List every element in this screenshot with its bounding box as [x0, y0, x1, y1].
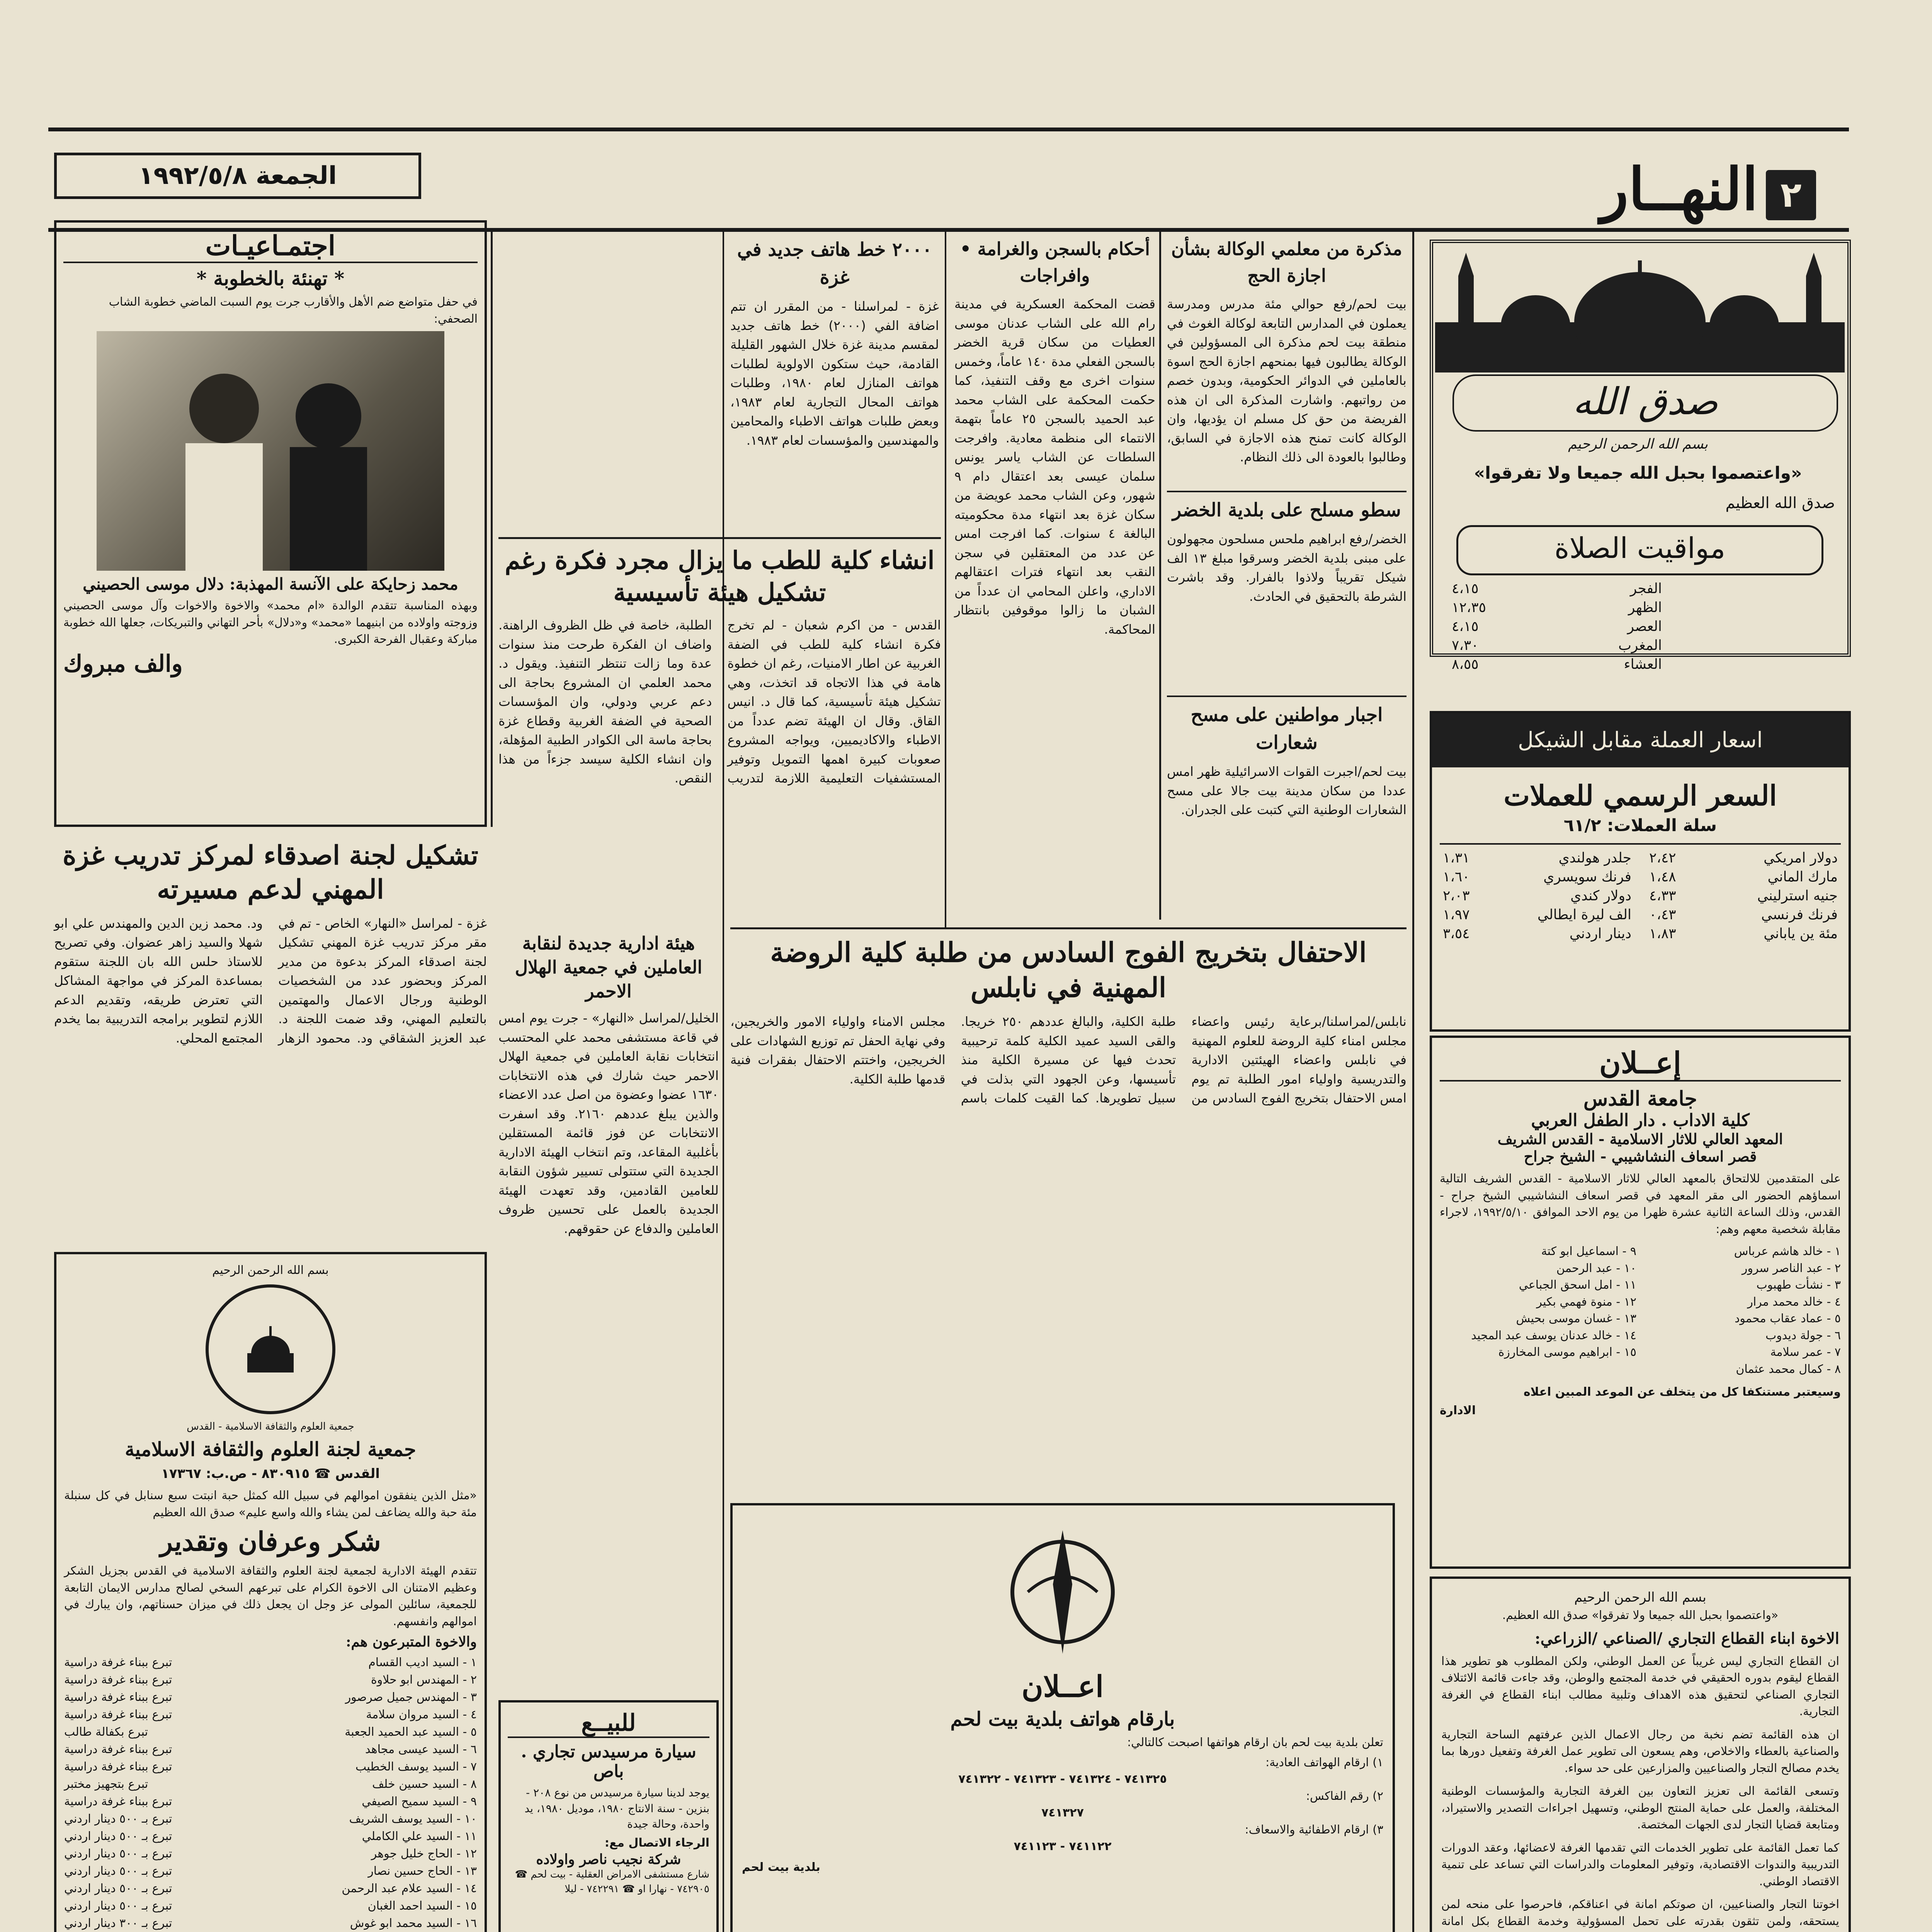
prayer-name: العشاء: [1624, 656, 1662, 672]
article-title: انشاء كلية للطب ما يزال مجرد فكرة رغم تشكيل هيئة تأسيسية: [505, 546, 935, 607]
list-item: ١٥ - ابراهيم موسى المخارزة: [1498, 1345, 1636, 1359]
currency-row: مارك الماني ١،٤٨: [1649, 869, 1838, 885]
prayer-times-title: مواقيت الصلاة: [1456, 525, 1823, 575]
bethlehem-ad-numbers: ٧٤١٣٢٧: [1041, 1806, 1084, 1820]
currency-basket: سلة العملات: ٦١/٢: [1440, 816, 1841, 845]
car-ad-title: للبيــع: [508, 1709, 709, 1738]
currency-table-right: [1646, 849, 1841, 943]
quds-ad-faculties: كلية الاداب . دار الطفل العربي: [1531, 1111, 1750, 1130]
couple-photo-icon: [97, 331, 444, 571]
list-item: ٩ - اسماعيل ابو كتة: [1541, 1245, 1636, 1258]
dome-icon: [240, 1322, 301, 1376]
quds-ad-title: إعــلان: [1440, 1046, 1841, 1082]
currency-row: الف ليرة ايطالي ١،٩٧: [1443, 907, 1631, 923]
list-item: ٦ - السيد عيسى مجاهد تبرع ببناء غرفة دراسية: [64, 1743, 477, 1757]
association-verse: «مثل الذين ينفقون اموالهم في سبيل الله كمثل حبة انبتت سبع سنابل في كل سنبلة مئة حبة والله يضاعف لمن يشاء والله واسع عليم» صدق الله العظيم: [64, 1489, 477, 1519]
trade-ad-paragraph: كما تعمل القائمة على تطوير الخدمات التي تقدمها الغرفة لاعضائها، وعقد الدورات التدريبية والندوات الاقتصادية، وتوفير المعلومات والدراسات التي تساعد على تنمية الاقتصاد الوطني.: [1441, 1841, 1839, 1888]
currency-row: جنيه استرليني ٤،٣٣: [1649, 888, 1838, 904]
article-phones: [730, 236, 939, 537]
prayer-time: ٤،١٥: [1452, 619, 1479, 634]
car-ad: [498, 1700, 719, 1932]
list-item: ١٥ - السيد احمد الغبان تبرع بـ ٥٠٠ دينار اردني: [64, 1899, 477, 1913]
prayer-row: [1449, 579, 1665, 598]
article-body: الخليل/لمراسل «النهار» - جرت يوم امس في قاعة مستشفى محمد علي المحتسب انتخابات نقابة العاملين في جمعية الهلال الاحمر حيث شارك في هذه الانتخابات ١٦٣٠ عضوا وعضوة من اصل عدد الاعضاء والذين يبلغ عددهم ٢١٦٠. وقد اسفرت الانتخابات عن فوز قائمة المستقلين بأغلبية المقاعد، وتم انتخاب الهيئة الادارية الجديدة التي ستتولى تسيير شؤون النقابة للعامين القادمين، وقد تعهدت الهيئة الجديدة بالعمل على تحسين ظروف العاملين والدفاع عن حقوقهم.: [498, 1010, 719, 1236]
car-ad-contact-name: شركة نجيب ناصر واولاده: [536, 1851, 681, 1868]
list-item: ١ - خالد هاشم عرباس: [1734, 1245, 1841, 1258]
currency-row: دينار اردني ٣،٥٤: [1443, 926, 1631, 942]
prayer-time: ١٢،٣٥: [1452, 600, 1486, 616]
social-body: وبهذه المناسبة تتقدم الوالدة «ام محمد» والاخوة والاخوات وآل موسى الحصيني وزوجته واولاده من ابنيهما «محمد» و«دلال» بأحر التهاني والتبريكات، جعلها الله خطوبة مباركة وعقبال الفرحة الكبرى.: [63, 599, 478, 646]
currency-subtitle: السعر الرسمي للعملات: [1503, 779, 1777, 812]
prayer-time: ٤،١٥: [1452, 581, 1479, 597]
quran-calligraphy: صدق الله: [1452, 374, 1838, 432]
bethlehem-ad-line: ١) ارقام الهواتف العادية:: [1265, 1755, 1383, 1769]
association-address: القدس ☎ ٨٣٠٩١٥ - ص.ب: ١٧٣٦٧: [161, 1466, 380, 1482]
article-body: بيت لحم/اجبرت القوات الاسرائيلية ظهر امس عددا من سكان مدينة بيت جالا على مسح الشعارات الوطنية التي كتبت على الجدران.: [1167, 764, 1406, 817]
quds-ad-note: وسيعتبر مستنكفا كل من يتخلف عن الموعد المبين اعلاه: [1523, 1385, 1841, 1399]
list-item: ٣ - المهندس جميل صرصور تبرع ببناء غرفة دراسية: [64, 1690, 477, 1704]
article-title: مذكرة من معلمي الوكالة بشأن اجازة الحج: [1171, 238, 1402, 286]
date-box: الجمعة ١٩٩٢/٥/٨: [54, 153, 421, 199]
currency-box: [1430, 711, 1851, 1032]
car-ad-contact-label: الرجاء الاتصال مع:: [604, 1836, 709, 1850]
article-body: نابلس/لمراسلنا/برعاية رئيس واعضاء مجلس امناء كلية الروضة للعلوم المهنية في نابلس واعضاء الهيئتين الادارية والتدريسية واولياء امور الطلبة تم يوم امس الاحتفال بتخريج الفوج السادس من طلبة الكلية، والبالغ عددهم ٢٥٠ خريجا. والقى السيد عميد الكلية كلمة ترحيبية تحدث فيها عن مسيرة الكلية منذ تأسيسها، وعن الجهود التي بذلت في سبيل تطويرها. كما القيت كلمات باسم مجلس الامناء واولياء الامور والخريجين، وفي نهاية الحفل تم توزيع الشهادات على الخريجين، واختتم الاحتفال بفقرات فنية قدمها طلبة الكلية.: [730, 1014, 1406, 1105]
quds-ad-institute: المعهد العالي للاثار الاسلامية - القدس الشريف: [1497, 1130, 1783, 1148]
list-item: ١ - السيد اديب القسام تبرع ببناء غرفة دراسية: [64, 1656, 477, 1670]
quds-ad-body: على المتقدمين للالتحاق بالمعهد العالي للاثار الاسلامية - القدس الشريف التالية اسماؤهم الحضور الى مقر المعهد في قصر اسعاف النشاشيبي الشيخ جراح - القدس، وذلك الساعة الثانية عشرة ظهرا من يوم الاحد الموافق ١٩٩٢/٥/١٠، لاجراء مقابلة شخصية معهم وهم:: [1440, 1172, 1841, 1236]
association-logo: [206, 1284, 335, 1414]
article-title: هيئة ادارية جديدة لنقابة العاملين في جمعية الهلال الاحمر: [515, 933, 702, 1002]
quds-ad-university: جامعة القدس: [1583, 1087, 1697, 1111]
bethlehem-ad-numbers: ٧٤١٣٢٥ - ٧٤١٣٢٤ - ٧٤١٣٢٣ - ٧٤١٣٢٢: [958, 1772, 1167, 1786]
car-ad-item: سيارة مرسيدس تجاري . باص: [521, 1742, 696, 1781]
currency-row: فرنك فرنسي ٠،٤٣: [1649, 907, 1838, 923]
article-union: [498, 931, 719, 1685]
trade-ad-paragraph: اخوتنا التجار والصناعيين، ان صوتكم امانة في اعناقكم، فاحرصوا على منحه لمن يستحقه، ولمن تثقون بقدرته على تحمل المسؤولية وخدمة القطاع بكل امانة: [1441, 1898, 1839, 1928]
list-item: ١٦ - السيد محمد ابو غوش تبرع بـ ٣٠٠ دينار اردني: [64, 1917, 477, 1930]
trade-ad-paragraph: وتسعى القائمة الى تعزيز التعاون بين الغرفة التجارية والمؤسسات الوطنية المختلفة، والعمل على حماية المنتج الوطني، وتسهيل اجراءات التصدير والاستيراد، ومتابعة قضايا التجار لدى الجهات المختصة.: [1441, 1784, 1839, 1832]
list-item: ١٣ - غسان موسى بحيش: [1516, 1312, 1636, 1325]
currency-row: مئة ين ياباني ١،٨٣: [1649, 926, 1838, 942]
article-body: غزة - لمراسل «النهار» الخاص - تم في مقر مركز تدريب غزة المهني تشكيل لجنة اصدقاء المركز بدعوة من مدير المركز وبحضور عدد من الشخصيات الوطنية ورجال الاعمال والمهتمين بالتعليم المهني، وقد ضمت اللجنة د. عبد العزيز الشقاقي ود. محمود الزهار ود. محمد زين الدين والمهندس علي ابو شهلا والسيد زاهر عضوان. وفي تصريح للاستاذ حلس الله بان اللجنة ستقوم بمساعدة المركز في مواجهة المشاكل التي تعترض طريقه، وتقديم الدعم اللازم لتطوير برامجه التدريبية بما يخدم المجتمع المحلي.: [54, 915, 487, 1046]
social-title: اجتمـاعيـات: [63, 230, 478, 263]
currency-row: جلدر هولندي ١،٣١: [1443, 850, 1631, 866]
municipality-emblem-icon: [1005, 1515, 1121, 1669]
article-slogans: [1167, 696, 1406, 920]
prayer-row: [1449, 598, 1665, 617]
article-medical: [498, 537, 941, 923]
article-title: الاحتفال بتخريج الفوج السادس من طلبة كلية الروضة المهنية في نابلس: [770, 936, 1367, 1003]
article-title: ٢٠٠٠ خط هاتف جديد في غزة: [737, 239, 932, 288]
social-subtitle: * تهنئة بالخطوبة *: [196, 267, 345, 290]
currency-row: دولار امريكي ٢،٤٢: [1649, 850, 1838, 866]
currency-row: دولار كندي ٢،٠٣: [1443, 888, 1631, 904]
list-item: ٤ - خالد محمد مرار: [1747, 1295, 1841, 1309]
quds-names-left: [1440, 1243, 1636, 1378]
trade-ad: [1430, 1577, 1851, 1932]
engagement-photo: [97, 331, 444, 571]
prayer-name: العصر: [1627, 619, 1662, 634]
list-item: ١١ - السيد علي الكاملي تبرع بـ ٥٠٠ دينار اردني: [64, 1830, 477, 1844]
list-item: ٧ - السيد يوسف الخطيب تبرع ببناء غرفة دراسية: [64, 1760, 477, 1774]
list-item: ١٤ - خالد عدنان يوسف عبد المجيد: [1471, 1328, 1636, 1342]
trade-ad-basmala: بسم الله الرحمن الرحيم: [1574, 1590, 1706, 1605]
list-item: ١٠ - السيد يوسف الشريف تبرع بـ ٥٠٠ دينار اردني: [64, 1812, 477, 1826]
prayer-row: [1449, 617, 1665, 636]
trade-ad-verse: «واعتصموا بحبل الله جميعا ولا تفرقوا» صدق الله العظيم.: [1502, 1609, 1779, 1622]
currency-row: فرنك سويسري ١،٦٠: [1443, 869, 1631, 885]
list-item: ٦ - جولة ديدوب: [1765, 1328, 1841, 1342]
article-teachers: [1167, 236, 1406, 487]
bethlehem-ad-line: ٣) ارقام الاطفائية والاسعاف:: [1245, 1823, 1383, 1837]
car-ad-body: يوجد لدينا سيارة مرسيدس من نوع ٢٠٨ - بنزين - سنة الانتاج ١٩٨٠، موديل ١٩٨٠، يد واحدة، وحالة جيدة: [524, 1786, 709, 1831]
bethlehem-ad-numbers: ٧٤١١٢٢ - ٧٤١١٢٣: [1014, 1840, 1112, 1853]
currency-table-left: [1440, 849, 1634, 943]
list-item: ١١ - امل اسحق الجباعي: [1519, 1278, 1636, 1292]
quran-basmala: بسم الله الرحمن الرحيم: [1568, 436, 1708, 452]
trade-ad-paragraph: ان هذه القائمة تضم نخبة من رجال الاعمال الذين عرفتهم الساحة التجارية والصناعية بالعطاء والاخلاص، وهم يسعون الى تطوير عمل الغرفة وتفعيل دورها بما يخدم مصالح التجار والصناعيين والمزارعين على حد سواء.: [1441, 1728, 1839, 1775]
list-item: ١٤ - السيد علام عبد الرحمن تبرع بـ ٥٠٠ دينار اردني: [64, 1882, 477, 1896]
quran-attribution: صدق الله العظيم: [1725, 494, 1835, 512]
article-body: القدس - من اكرم شعبان - لم تخرج فكرة انشاء كلية للطب في الضفة الغربية عن اطار الامنيات، رغم ان خطوة هامة في هذا الاتجاه قد اتخذت، وهي تشكيل هيئة تأسيسية، كما قال د. انيس القاق. وقال ان الهيئة تضم عدداً من الاطباء والاكاديميين، ويواجه المشروع صعوبات كبيرة اهمها التمويل وتوفير المستشفيات التعليمية اللازمة لتدريب الطلبة، خاصة في ظل الظروف الراهنة. واضاف ان الفكرة طرحت منذ سنوات عدة وما زالت تنتظر التنفيذ. ويقول د. محمد العلمي ان المشروع بحاجة الى دعم عربي ودولي، وان المؤسسات الصحية في الضفة الغربية وقطاع غزة بحاجة ماسة الى الكوادر الطبية المؤهلة، وان انشاء الكلية سيسد جزءاً من هذا النقص.: [498, 617, 941, 786]
quds-names-right: [1644, 1243, 1841, 1378]
prayer-name: المغرب: [1618, 638, 1662, 653]
list-item: ٢ - عبد الناصر سرور: [1742, 1261, 1841, 1275]
trade-ad-paragraph: ان القطاع التجاري ليس غريباً عن العمل الوطني، ولكن المطلوب هو تطوير هذا القطاع ليقوم بدوره الحقيقي في خدمة المجتمع والوطن، وقد جاءت قائمة الائتلاف التجاري الصناعي لتحقيق هذه الاهداف وتلبية مطالب ابناء القطاع في الغرفة التجارية.: [1441, 1654, 1839, 1719]
list-item: ٨ - السيد حسين خلف تبرع بتجهيز مختبر: [64, 1777, 477, 1791]
article-body: بيت لحم/رفع حوالي مئة مدرس ومدرسة يعملون في المدارس التابعة لوكالة الغوث في منطقة بيت لحم مذكرة الى المسؤولين في الوكالة يطالبون فيها بمنحهم اجازة الحج اسوة بالعاملين في الدوائر الحكومية، وبدون خصم من رواتبهم. واشارت المذكرة الى ان هذه الفريضة من حق كل مسلم ان يؤديها، وان الوكالة كانت تمنح هذه الاجازة في السابق، وطالبوا بالعودة الى ذلك النظام.: [1167, 296, 1406, 464]
list-item: ٣ - نشأت طهبوب: [1756, 1278, 1841, 1292]
list-item: ٥ - السيد عبد الحميد الجعبة تبرع بكفالة طالب: [64, 1725, 477, 1739]
article-gaza: [54, 838, 487, 1248]
quds-ad-signature: الادارة: [1440, 1403, 1476, 1417]
association-box: [54, 1252, 487, 1932]
prayer-times-table: [1449, 579, 1665, 674]
article-title: تشكيل لجنة اصدقاء لمركز تدريب غزة المهني لدعم مسيرته: [63, 840, 478, 905]
article-body: غزة - لمراسلنا - من المقرر ان تتم اضافة الفي (٢٠٠٠) خط هاتف جديد لمقسم مدينة غزة خلال الشهور القليلة القادمة، حيث ستكون الاولوية لطلبات هواتف المنازل لعام ١٩٨٠، وطلبات هواتف المحال التجارية لعام ١٩٨٣، وبعض طلبات هواتف الاطباء والمحامين والمهندسين والمؤسسات لعام ١٩٨٣.: [730, 299, 939, 448]
association-intro: تتقدم الهيئة الادارية لجمعية لجنة العلوم والثقافة الاسلامية في القدس بجزيل الشكر وعظيم الامتنان الى الاخوة الكرام على تبرعهم السخي لصالح مدارس الايمان التابعة للجمعية، سائلين المولى عز وجل ان يجعل ذلك في ميزان حسناتهم، وان يبارك في اموالهم وانفسهم.: [64, 1564, 477, 1628]
bethlehem-ad-subtitle: بارقام هواتف بلدية بيت لحم: [950, 1708, 1175, 1730]
bethlehem-ad-signature: بلدية بيت لحم: [742, 1860, 820, 1874]
list-item: ٨ - كمال محمد عثمان: [1736, 1362, 1841, 1376]
prayer-name: الفجر: [1630, 581, 1662, 597]
car-ad-phone: شارع مستشفى الامراض العقلية - بيت لحم ☎ ٧٤٢٩٠٥ - نهارا او ☎ ٧٤٢٢٩١ - ليلا: [515, 1869, 709, 1895]
currency-title: اسعار العملة مقابل الشيكل: [1432, 713, 1849, 767]
association-list-title: والاخوة المتبرعون هم:: [346, 1634, 477, 1650]
list-item: ١٣ - الحاج حسين نصار تبرع بـ ٥٠٠ دينار اردني: [64, 1864, 477, 1878]
bethlehem-ad-line: ٢) رقم الفاكس:: [1306, 1789, 1383, 1803]
association-logo-text: جمعية العلوم والثقافة الاسلامية - القدس: [187, 1420, 354, 1432]
list-item: ٧ - عمر سلامة: [1770, 1345, 1841, 1359]
list-item: ٥ - عماد عقاب محمود: [1735, 1312, 1841, 1325]
article-title: اجبار مواطنين على مسح شعارات: [1190, 704, 1383, 753]
article-prison: [954, 236, 1155, 923]
masthead: النهــار: [1600, 155, 1758, 223]
prayer-name: الظهر: [1628, 600, 1662, 616]
quran-box: [1430, 240, 1851, 672]
page-number: ٢: [1766, 170, 1816, 220]
mosque-skyline-icon: [1435, 245, 1845, 372]
prayer-time: ٨،٥٥: [1452, 656, 1479, 672]
article-body: قضت المحكمة العسكرية في مدينة رام الله على الشاب عدنان موسى العطيات من سكان قرية الخضر بالسجن الفعلي مدة ١٤٠ عاماً، وخمس سنوات اخرى مع وقف التنفيذ، كما حكمت المحكمة على الشاب محمد عبد الحميد بالسجن ٢٥ عاماً بتهمة الانتماء الى منظمة معادية. وافرجت السلطات عن الشاب ياسر يونس سلمان عيسى بعد اعتقال دام ٩ شهور، وعن الشاب محمد عويضة من سكان غزة بعد انتهاء مدة محكوميته البالغة ٤ سنوات. كما افرجت امس عن عدد من المعتقلين في سجن النقب بعد انتهاء فترات اعتقالهم الاداري، واعلن المحامي ان عدداً من الشبان ما زالوا موقوفين بانتظار المحاكمة.: [954, 296, 1156, 637]
donor-list: [64, 1654, 477, 1932]
article-graduation: [730, 927, 1406, 1468]
quds-ad-palace: قصر اسعاف النشاشيبي - الشيخ جراح: [1524, 1148, 1757, 1165]
association-basmala: بسم الله الرحمن الرحيم: [212, 1264, 329, 1277]
social-box: [54, 220, 487, 827]
social-congrats: والف مبروك: [63, 650, 183, 677]
prayer-time: ٧،٣٠: [1452, 638, 1479, 653]
prayer-row: [1449, 636, 1665, 655]
list-item: ٩ - السيد سميح الصيفي تبرع ببناء غرفة دراسية: [64, 1795, 477, 1809]
social-groom: محمد زحايكة على الآنسة المهذبة: دلال موسى الحصيني: [83, 575, 458, 594]
article-khadr: [1167, 491, 1406, 692]
bethlehem-ad: [730, 1503, 1395, 1932]
article-body: الخضر/رفع ابراهيم ملحس مسلحون مجهولون على مبنى بلدية الخضر وسرقوا مبلغ ١٣ الف شيكل تقريباً ولاذوا بالفرار. وقد باشرت الشرطة بالتحقيق في الحادث.: [1167, 531, 1406, 604]
article-title: أحكام بالسجن والغرامة • وافراجات: [960, 238, 1150, 286]
list-item: ١٠ - عبد الرحمن: [1556, 1261, 1636, 1275]
prayer-row: [1449, 655, 1665, 674]
bethlehem-ad-title: اعــلان: [1021, 1669, 1104, 1704]
social-intro: في حفل متواضع ضم الأهل والأقارب جرت يوم السبت الماضي خطوبة الشاب الصحفي:: [109, 295, 478, 326]
list-item: ١٢ - منوة فهمي بكير: [1536, 1295, 1636, 1309]
bethlehem-ad-intro: تعلن بلدية بيت لحم بان ارقام هواتفها اصبحت كالتالي:: [1127, 1736, 1383, 1749]
list-item: ٢ - المهندس ابو حلاوة تبرع ببناء غرفة دراسية: [64, 1673, 477, 1687]
association-title: شكر وعرفان وتقدير: [160, 1526, 381, 1558]
trade-ad-title: الاخوة ابناء القطاع التجاري /الصناعي /الزراعي:: [1534, 1629, 1839, 1648]
quds-ad: [1430, 1036, 1851, 1569]
list-item: ١٢ - الحاج خليل جوهر تبرع بـ ٥٠٠ دينار اردني: [64, 1847, 477, 1861]
list-item: ٤ - السيد مروان سلامة تبرع ببناء غرفة دراسية: [64, 1708, 477, 1722]
quran-verse: «واعتصموا بحبل الله جميعا ولا تفرقوا»: [1474, 463, 1802, 483]
association-name: جمعية لجنة العلوم والثقافة الاسلامية: [125, 1438, 416, 1461]
article-title: سطو مسلح على بلدية الخضر: [1172, 499, 1401, 521]
